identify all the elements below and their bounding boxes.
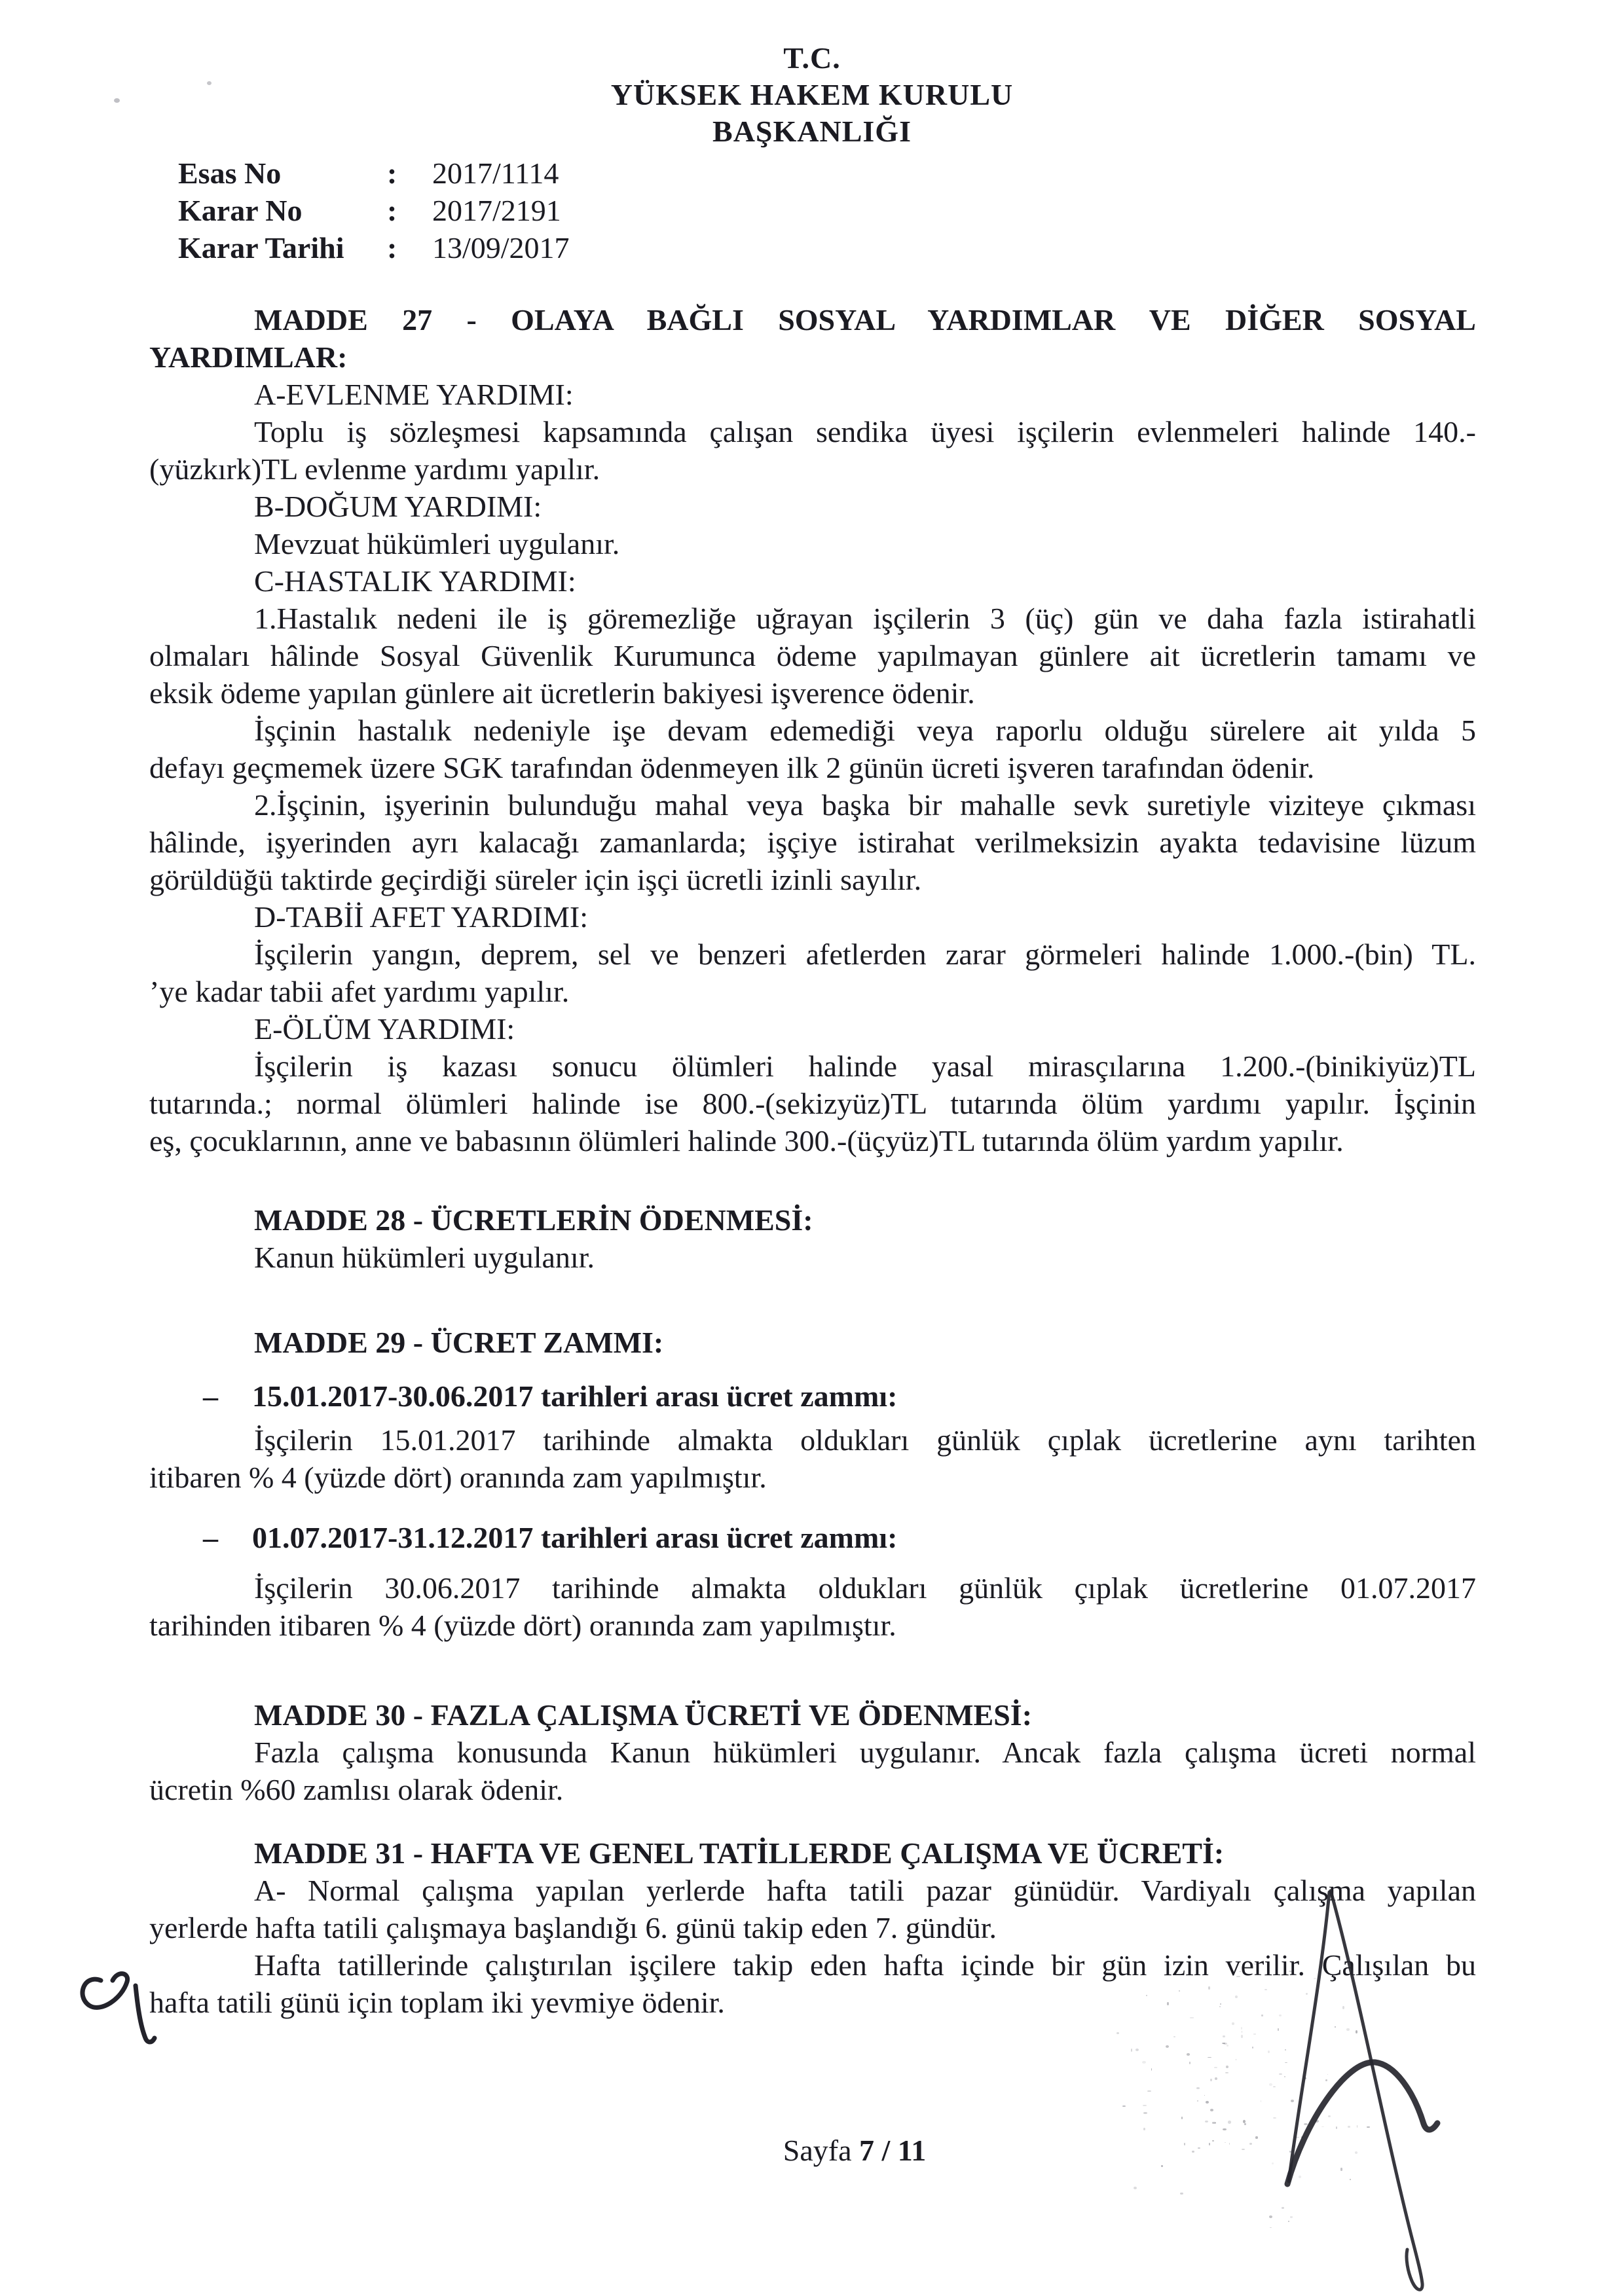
case-meta-block xyxy=(178,155,964,266)
page-footer-label: Sayfa xyxy=(783,2134,852,2167)
text-line: Toplu iş sözleşmesi kapsamında çalışan sendika üyesi işçilerin evlenmeleri halinde 140.- xyxy=(254,415,1476,448)
text-line: İşçilerin 15.01.2017 tarihinde almakta oldukları günlük çıplak ücretlerine aynı tarihten xyxy=(254,1423,1476,1457)
meta-colon: : xyxy=(387,194,397,227)
spacer xyxy=(149,1808,1476,1834)
text-line: ’ye kadar tabii afet yardımı yapılır. xyxy=(149,975,570,1008)
meta-value: 13/09/2017 xyxy=(432,231,570,264)
text-line: İşçilerin iş kazası sonucu ölümleri halinde yasal mirasçılarına 1.200.-(binikiyüz)TL xyxy=(254,1049,1476,1083)
text-line: E-ÖLÜM YARDIMI: xyxy=(254,1012,515,1046)
text-line: İşçilerin yangın, deprem, sel ve benzeri afetlerden zarar görmeleri halinde 1.000.-(bin) TL. xyxy=(254,938,1476,971)
meta-value: 2017/2191 xyxy=(432,194,561,227)
meta-label: Esas No xyxy=(178,156,282,190)
text-line: D-TABİİ AFET YARDIMI: xyxy=(254,900,588,934)
text-line: B-DOĞUM YARDIMI: xyxy=(254,490,542,523)
heading-line: YARDIMLAR: xyxy=(149,340,348,374)
text-line: tarihinden itibaren % 4 (yüzde dört) oranında zam yapılmıştır. xyxy=(149,1609,896,1642)
spacer xyxy=(149,1159,1476,1201)
heading-line: MADDE 31 - HAFTA VE GENEL TATİLLERDE ÇALIŞMA VE ÜCRETİ: xyxy=(254,1836,1225,1870)
meta-colon: : xyxy=(387,231,397,264)
meta-row-esas-no xyxy=(178,155,964,192)
scan-speck xyxy=(114,98,120,103)
text-line: Fazla çalışma konusunda Kanun hükümleri uygulanır. Ancak fazla çalışma ücreti normal xyxy=(254,1736,1476,1769)
meta-value: 2017/1114 xyxy=(432,156,559,190)
stamp-smudge xyxy=(1107,1938,1382,2252)
spacer xyxy=(149,1644,1476,1696)
text-line: İşçinin hastalık nedeniyle işe devam edemediği veya raporlu olduğu sürelere ait yılda 5 xyxy=(254,714,1476,747)
spacer xyxy=(149,1361,1476,1377)
spacer xyxy=(149,1496,1476,1519)
document-body xyxy=(149,301,1476,2021)
meta-label: Karar Tarihi xyxy=(178,231,344,264)
heading-line: MADDE 27 - OLAYA BAĞLI SOSYAL YARDIMLAR VE DİĞER SOSYAL xyxy=(254,303,1476,337)
scan-speck xyxy=(207,81,212,85)
text-line: eksik ödeme yapılan günlere ait ücretlerin bakiyesi işverence ödenir. xyxy=(149,676,975,710)
heading-line: – 01.07.2017-31.12.2017 tarihleri arası ücret zammı: xyxy=(149,1519,1476,1556)
text-line: görüldüğü taktirde geçirdiği süreler için işçi ücretli izinli sayılır. xyxy=(149,863,922,896)
text-line: hafta tatili günü için toplam iki yevmiye ödenir. xyxy=(149,1986,725,2019)
text-line: defayı geçmemek üzere SGK tarafından ödenmeyen ilk 2 günün ücreti işveren tarafından ödenir. xyxy=(149,751,1315,784)
doc-title-institution: YÜKSEK HAKEM KURULU xyxy=(610,78,1014,111)
bullet-dash: – xyxy=(203,1521,218,1554)
spacer xyxy=(149,1415,1476,1421)
text-line: eş, çocuklarının, anne ve babasının ölümleri halinde 300.-(üçyüz)TL tutarında ölüm yardım yapılır. xyxy=(149,1124,1344,1157)
spacer xyxy=(149,1556,1476,1569)
doc-title-country: T.C. xyxy=(783,41,841,75)
doc-title-office: BAŞKANLIĞI xyxy=(712,115,912,148)
text-line: 2.İşçinin, işyerinin bulunduğu mahal veya başka bir mahalle sevk suretiyle viziteye çıkması xyxy=(254,788,1476,822)
text-line: tutarında.; normal ölümleri halinde ise 800.-(sekizyüz)TL tutarında ölüm yardımı yapılır. İşçinin xyxy=(149,1087,1476,1120)
heading-line: MADDE 28 - ÜCRETLERİN ÖDENMESİ: xyxy=(254,1203,813,1237)
text-line: Hafta tatillerinde çalıştırılan işçilere takip eden hafta içinde bir gün izin verilir. Çalışılan bu xyxy=(254,1948,1476,1982)
meta-row-karar-no xyxy=(178,192,964,229)
text-line: olmaları hâlinde Sosyal Güvenlik Kurumunca ödeme yapılmayan günlere ait ücretlerin tamamı ve xyxy=(149,639,1476,672)
bullet-dash: – xyxy=(203,1379,218,1413)
text-line: hâlinde, işyerinden ayrı kalacağı zamanlarda; işçiye istirahat verilmeksizin ayakta tedavisine lüzum xyxy=(149,826,1476,859)
text-line: ücretin %60 zamlısı olarak ödenir. xyxy=(149,1773,564,1806)
page-number: 7 / 11 xyxy=(859,2134,927,2167)
heading-line: MADDE 29 - ÜCRET ZAMMI: xyxy=(254,1326,664,1359)
text-line: itibaren % 4 (yüzde dört) oranında zam yapılmıştır. xyxy=(149,1461,767,1494)
text-line: A- Normal çalışma yapılan yerlerde hafta tatili pazar günüdür. Vardiyalı çalışma yapılan xyxy=(254,1874,1476,1907)
text-line: yerlerde hafta tatili çalışmaya başlandığı 6. günü takip eden 7. gündür. xyxy=(149,1911,997,1944)
heading-line: MADDE 30 - FAZLA ÇALIŞMA ÜCRETİ VE ÖDENMESİ: xyxy=(254,1698,1033,1732)
meta-label: Karar No xyxy=(178,194,303,227)
text-line: Kanun hükümleri uygulanır. xyxy=(254,1241,595,1274)
text-line: C-HASTALIK YARDIMI: xyxy=(254,564,576,598)
text-line: 1.Hastalık nedeni ile iş göremezliğe uğrayan işçilerin 3 (üç) gün ve daha fazla istirahatli xyxy=(254,602,1476,635)
spacer xyxy=(149,1276,1476,1324)
meta-colon: : xyxy=(387,156,397,190)
text-line: (yüzkırk)TL evlenme yardımı yapılır. xyxy=(149,452,600,486)
heading-line: – 15.01.2017-30.06.2017 tarihleri arası ücret zammı: xyxy=(149,1377,1476,1415)
meta-row-karar-tarihi xyxy=(178,229,964,266)
text-line: A-EVLENME YARDIMI: xyxy=(254,378,574,411)
text-line: İşçilerin 30.06.2017 tarihinde almakta oldukları günlük çıplak ücretlerine 01.07.2017 xyxy=(254,1571,1476,1605)
text-line: Mevzuat hükümleri uygulanır. xyxy=(254,527,620,560)
